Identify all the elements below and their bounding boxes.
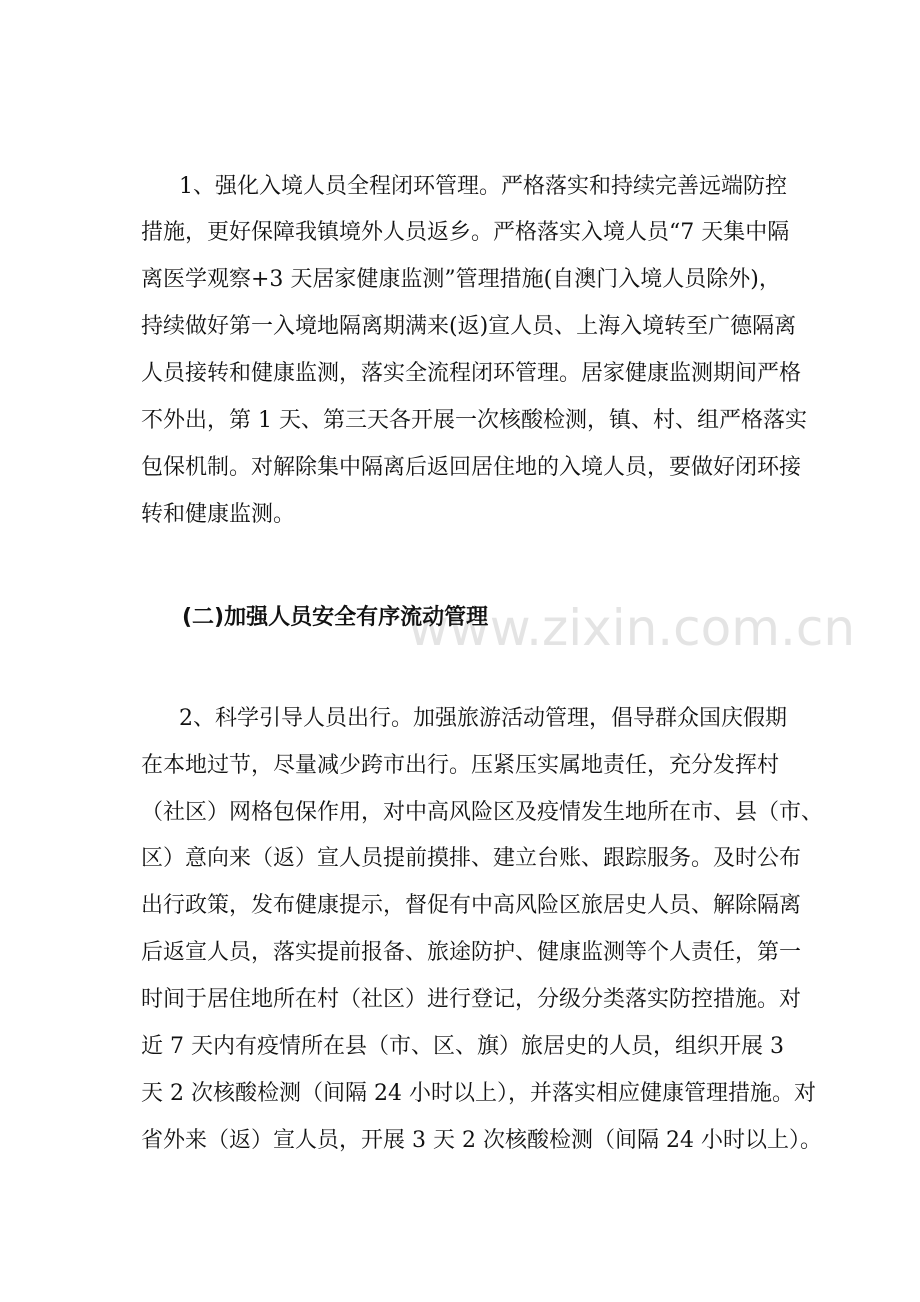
paragraph2-line-3: （社区）网格包保作用，对中高风险区及疫情发生地所在市、县（市、 (141, 800, 824, 825)
paragraph2-line-2: 在本地过节，尽量减少跨市出行。压紧压实属地责任，充分发挥村 (141, 753, 780, 778)
paragraph2-line-8: 近 7 天内有疫情所在县（市、区、旗）旅居史的人员，组织开展 3 (141, 1034, 784, 1059)
paragraph1-line-7: 包保机制。对解除集中隔离后返回居住地的入境人员，要做好闭环接 (141, 455, 802, 480)
paragraph2-line-1: 2、科学引导人员出行。加强旅游活动管理，倡导群众国庆假期 (179, 706, 787, 731)
paragraph1-line-8: 转和健康监测。 (141, 502, 296, 527)
paragraph1-line-4: 持续做好第一入境地隔离期满来(返)宣人员、上海入境转至广德隔离 (141, 314, 797, 339)
paragraph1-line-2: 措施，更好保障我镇境外人员返乡。严格落实入境人员“7 天集中隔 (141, 220, 790, 245)
paragraph2-line-6: 后返宣人员，落实提前报备、旅途防护、健康监测等个人责任，第一 (141, 940, 802, 965)
paragraph2-line-9: 天 2 次核酸检测（间隔 24 小时以上），并落实相应健康管理措施。对 (141, 1081, 816, 1106)
paragraph2-line-5: 出行政策，发布健康提示，督促有中高风险区旅居史人员、解除隔离 (141, 893, 802, 918)
paragraph1-line-6: 不外出，第 1 天、第三天各开展一次核酸检测，镇、村、组严格落实 (141, 408, 807, 433)
paragraph1-line-1: 1、强化入境人员全程闭环管理。严格落实和持续完善远端防控 (179, 174, 787, 199)
paragraph2-line-4: 区）意向来（返）宣人员提前摸排、建立台账、跟踪服务。及时公布 (141, 846, 802, 871)
watermark-text: www.zixin.com.cn (408, 599, 856, 657)
paragraph1-line-5: 人员接转和健康监测，落实全流程闭环管理。居家健康监测期间严格 (141, 361, 802, 386)
paragraph1-line-3: 离医学观察+3 天居家健康监测”管理措施(自澳门入境人员除外)， (141, 267, 781, 292)
paragraph2-line-7: 时间于居住地所在村（社区）进行登记，分级分类落实防控措施。对 (141, 987, 802, 1012)
paragraph2-line-10: 省外来（返）宣人员，开展 3 天 2 次核酸检测（间隔 24 小时以上）。 (141, 1128, 822, 1153)
section-heading: (二)加强人员安全有序流动管理 (182, 605, 489, 630)
